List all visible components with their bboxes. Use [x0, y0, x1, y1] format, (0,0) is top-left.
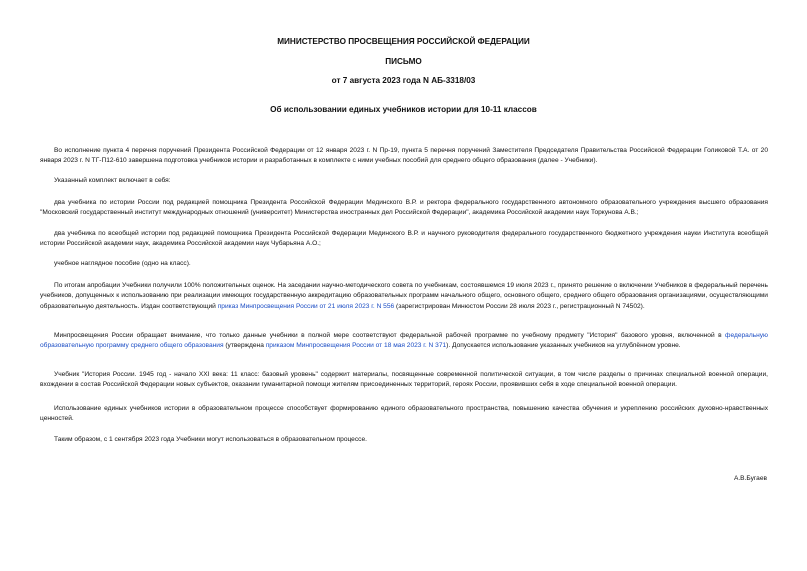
paragraph-7-text-a: Минпросвещения России обращает внимание, что только данные учебники в полной мере соответствуют федеральной рабочей программе по учебному предмету "История" базового уровня, включенной в [54, 332, 726, 339]
signature: А.В.Бугаев [733, 475, 767, 482]
paragraph-7-text-c: ). Допускается использование указанных учебников на углублённом уровне. [446, 342, 681, 350]
paragraph-6-text-b: (зарегистрирован Минюстом России 28 июля 2023 г., регистрационный N 74502). [394, 302, 645, 310]
paragraph-7-text-b: (утверждена [223, 342, 266, 350]
paragraph-4: два учебника по всеобщей истории под редакцией помощника Президента Российской Федерации Мединского В.Р. и научного руководителя федерального государственного бюджетного учреждения науки Института всеобщей истории Российской академии наук, академика Российской академии наук Чубарьяна А.О.; [40, 230, 768, 248]
order-371-link[interactable]: приказом Минпросвещения России от 18 мая 2023 г. N 371 [265, 342, 447, 350]
document-type: ПИСЬМО [385, 57, 422, 66]
paragraph-2: Указанный комплект включает в себя: [54, 177, 171, 184]
paragraph-6 [40, 281, 768, 312]
paragraph-3: два учебника по истории России под редакцией помощника Президента Российской Федерации Мединского В.Р. и ректора федерального государственного автономного образовательного учреждения высшего образования "Московский государственный институт международных отношений (университет) Министерства иностранных дел Российской Федерации", академика Российской академии наук Торкунова А.В.; [40, 199, 768, 217]
ministry-title: МИНИСТЕРСТВО ПРОСВЕЩЕНИЯ РОССИЙСКОЙ ФЕДЕРАЦИИ [277, 37, 530, 46]
document-subject: Об использовании единых учебников истории для 10-11 классов [270, 105, 537, 114]
order-556-link[interactable]: приказ Минпросвещения России от 21 июля 2023 г. N 556 [217, 302, 395, 310]
paragraph-7 [40, 331, 768, 352]
paragraph-5: учебное наглядное пособие (одно на класс). [54, 260, 191, 267]
paragraph-8: Учебник "История России. 1945 год - начало XXI века: 11 класс: базовый уровень" содержит материалы, посвященные современной политической ситуации, в том числе разделы о причинах специальной военной операции, вхождении в состав Российской Федерации новых субъектов, оказании гуманитарной помощи жителям присоединенных территорий, героях России, проявивших себя в ходе специальной военной операции. [40, 371, 768, 389]
paragraph-6-text-a: По итогам апробации Учебники получили 100% положительных оценок. На заседании научно-методического совета по учебникам, состоявшемся 19 июля 2023 г., принято решение о включении Учебников в федеральный перечень учебников, допущенных к использованию при реализации имеющих государственную аккредитацию образовательных программ начального общего, основного общего, среднего общего образования организациями, осуществляющими образовательную деятельность. Издан соответствующий [40, 282, 768, 310]
paragraph-9: Использование единых учебников истории в образовательном процессе способствует формированию единого образовательного пространства, повышению качества обучения и укреплению российских духовно-нравственных ценностей. [40, 405, 768, 423]
paragraph-1: Во исполнение пункта 4 перечня поручений Президента Российской Федерации от 12 января 2023 г. N Пр-19, пункта 5 перечня поручений Заместителя Председателя Правительства Российской Федерации Голиковой Т.А. от 20 января 2023 г. N ТГ-П12-610 завершена подготовка учебников истории и разработанных в комплекте с ними учебных пособий для среднего общего образования (далее - Учебники). [40, 147, 768, 165]
paragraph-10: Таким образом, с 1 сентября 2023 года Учебники могут использоваться в образовательном процессе. [54, 436, 367, 443]
federal-program-link[interactable]: федеральную образовательную программу среднего общего образования [40, 332, 768, 350]
document-date-number: от 7 августа 2023 года N АБ-3318/03 [331, 76, 476, 85]
